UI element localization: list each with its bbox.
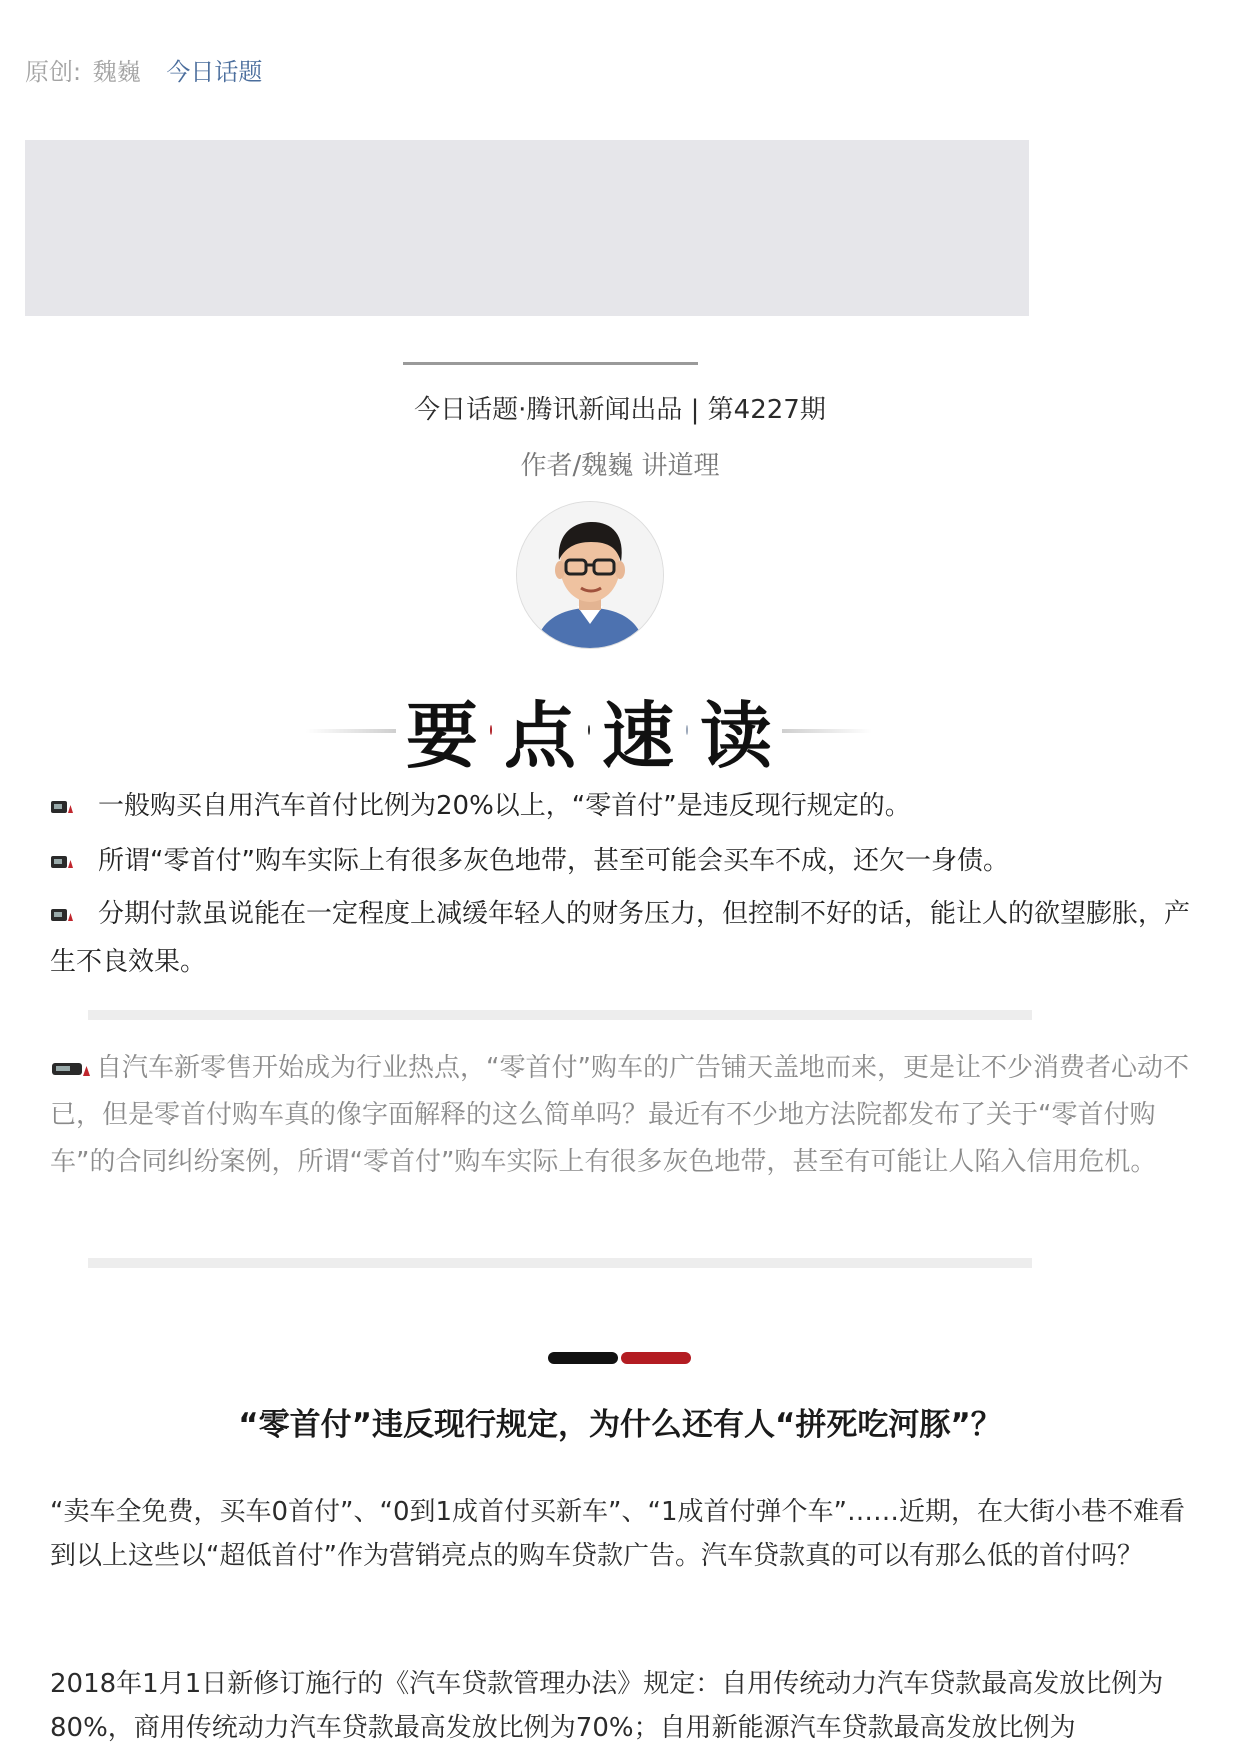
title-dot xyxy=(588,725,590,735)
key-title-char: 读 xyxy=(700,693,773,778)
topic-link[interactable]: 今日话题 xyxy=(166,58,263,86)
byline: 作者/魏巍 讲道理 xyxy=(520,451,720,481)
section-bar-black xyxy=(548,1352,618,1364)
car-icon xyxy=(50,905,74,925)
key-point-text: 分期付款虽说能在一定程度上减缓年轻人的财务压力，但控制不好的话，能让人的欲望膨胀，产生不良效果。 xyxy=(50,899,1191,977)
section-divider xyxy=(88,1010,1032,1020)
article-meta xyxy=(25,52,262,92)
author-avatar xyxy=(517,502,663,648)
heading-left-line xyxy=(306,729,396,733)
section-divider xyxy=(88,1258,1032,1268)
car-icon xyxy=(50,1058,92,1080)
key-title-char: 点 xyxy=(504,693,577,778)
title-dot xyxy=(686,725,688,735)
heading-right-line xyxy=(782,729,872,733)
section-bar-red xyxy=(621,1352,691,1364)
section-heading: “零首付”违反现行规定，为什么还有人“拼死吃河豚”？ xyxy=(238,1407,1002,1443)
car-icon xyxy=(50,852,74,872)
intro-paragraph xyxy=(50,1045,1198,1186)
key-point-item xyxy=(50,837,1198,885)
key-point-text: 所谓“零首付”购车实际上有很多灰色地带，甚至可能会买车不成，还欠一身债。 xyxy=(98,846,1009,876)
key-point-item xyxy=(50,890,1198,986)
key-point-item xyxy=(50,782,1198,830)
banner-image-placeholder xyxy=(25,140,1029,316)
author-portrait-icon xyxy=(517,502,663,648)
car-icon xyxy=(50,797,74,817)
key-title-char: 速 xyxy=(602,693,675,778)
meta-colon: : xyxy=(73,58,82,86)
key-point-text: 一般购买自用汽车首付比例为20%以上，“零首付”是违反现行规定的。 xyxy=(98,791,911,821)
key-title-char: 要 xyxy=(406,693,479,778)
column-title: 今日话题·腾讯新闻出品 | 第4227期 xyxy=(414,395,826,425)
body-paragraph: 2018年1月1日新修订施行的《汽车贷款管理办法》规定：自用传统动力汽车贷款最高发放比例为80%，商用传统动力汽车贷款最高发放比例为70%；自用新能源汽车贷款最高发放比例为 xyxy=(50,1669,1164,1743)
original-label: 原创 xyxy=(25,58,73,86)
key-points-heading xyxy=(306,680,872,780)
intro-text: 自汽车新零售开始成为行业热点，“零首付”购车的广告铺天盖地而来，更是让不少消费者心动不已，但是零首付购车真的像字面解释的这么简单吗？最近有不少地方法院都发布了关于“零首付购车”的合同纠纷案例，所谓“零首付”购车实际上有很多灰色地带，甚至有可能让人陷入信用危机。 xyxy=(50,1053,1189,1177)
header-rule xyxy=(403,362,698,365)
body-paragraph: “卖车全免费，买车0首付”、“0到1成首付买新车”、“1成首付弹个车”……近期，在大街小巷不难看到以上这些以“超低首付”作为营销亮点的购车贷款广告。汽车贷款真的可以有那么低的首付吗？ xyxy=(50,1497,1185,1571)
author-link[interactable]: 魏巍 xyxy=(92,58,141,86)
title-dot xyxy=(490,725,492,735)
